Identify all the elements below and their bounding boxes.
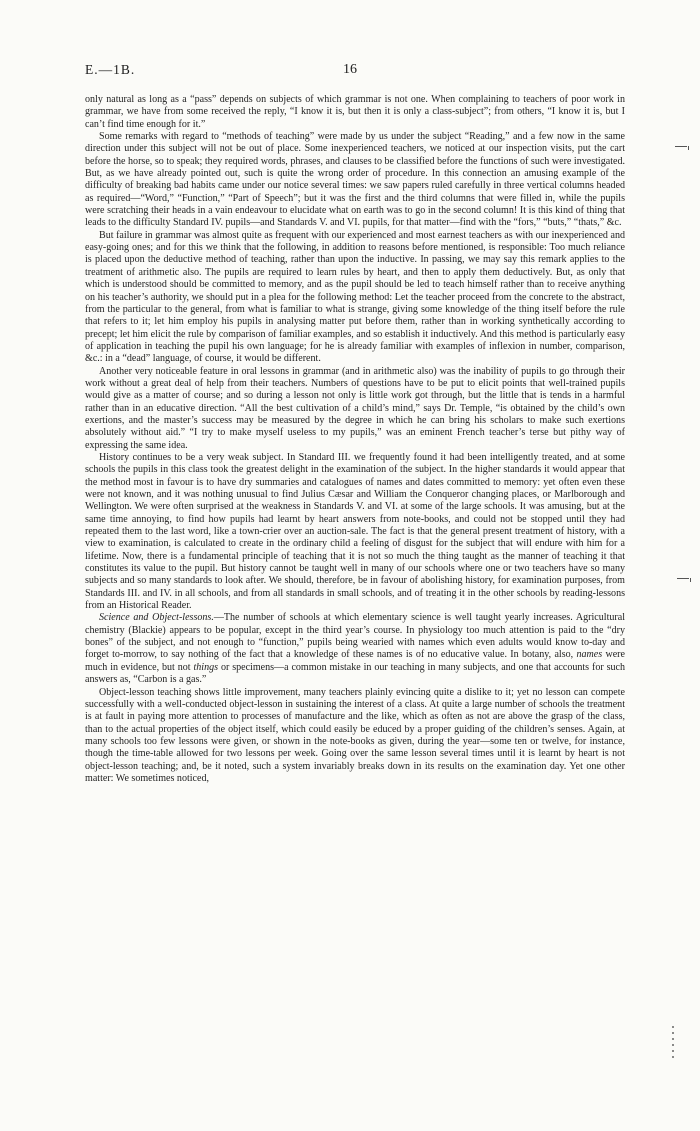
paragraph-4: Another very noticeable feature in oral lessons in grammar (and in arithmetic also) was the inability of pupils to go through their work without a great deal of help from their teachers. Numbers of questions have to be put to elicit points that well-trained pupils would give as a matter of course; and so during a lesson not only is little work got through, but the little that is tends in a harmful rather than in an educative direction. “All the best cultivation of a child’s mind,” says Dr. Temple, “is obtained by the child’s own exertions, and the master’s success may be measured by the degree in which he can bring his scholars to make such exertions absolutely without aid.” “I try to make myself useless to my pupils,” was an eminent French teacher’s terse but pithy way of expressing the same idea. (85, 365, 625, 451)
page-header (85, 62, 625, 82)
page-number: 16 (343, 62, 357, 77)
margin-dots-icon (669, 1022, 677, 1092)
body-text (85, 94, 625, 785)
paragraph-7: Object-lesson teaching shows little improvement, many teachers plainly evincing quite a dislike to it; yet no lesson can compete successfully with a well-conducted object-lesson in sustaining the interest of a class. At quite a large number of schools the treatment is at fault in paying more attention to processes of manufacture and the like, which as often as not are above the grasp of the class, than to the actual properties of the object itself, which could easily be educed by a proper guiding of the children’s senses. Again, at many schools too few lessons were given, or shown in the note-books as given, during the year—some ten or twelve, for instance, though the time-table allowed for two lessons per week. Going over the same lesson several times until it is learnt by heart is not object-lesson teaching; and, be it noted, such a system invariably breaks down in its results on the examination day. Yet one other matter: We sometimes noticed, (85, 686, 625, 784)
paragraph-1: only natural as long as a “pass” depends on subjects of which grammar is not one. When complaining to teachers of poor work in grammar, we have from some received the reply, “I know it is, but then it is only a class-subject”; from others, “I know it is, but I can’t find time enough for it.” (85, 94, 625, 130)
emphasis-names: names (576, 649, 603, 661)
emphasis-things: things (193, 661, 219, 673)
paragraph-2: Some remarks with regard to “methods of teaching” were made by us under the subject “Reading,” and a few now in the same direction under this subject will not be out of place. Some inexperienced teachers, we noticed at our inspection visits, put the cart before the horse, so to speak; they required words, phrases, and clauses to be classified before the functions of such were investigated. But, as we have already pointed out, such is quite the wrong order of procedure. In this connection an amusing example of the difficulty of breaking bad habits came under our notice several times: we saw papers ruled carefully in three vertical columns headed as required—“Word,” “Function,” “Part of Speech”; but it was the first and the third columns that were filled in, while the pupils were scratching their heads in a vain endeavour to elucidate what on earth was to go in the second column! It is this kind of thing that leads to the difficulty Standard IV. pupils—and Standards V. and VI. pupils, for that matter—find with the “fors,” “buts,” “thats,” &c. (85, 131, 625, 229)
paragraph-6 (85, 612, 625, 686)
paragraph-6-text-c: or specimens—a common mistake in our teaching in many subjects, and one that accounts for such answers as, “Carbon is a gas.” (85, 661, 625, 686)
paragraph-3: But failure in grammar was almost quite as frequent with our experienced and most earnest teachers as with our inexperienced and easy-going ones; and for this we think that the following, in addition to reasons before mentioned, is responsible: Too much reliance is placed upon the deductive method of teaching, rather than upon the inductive. In passing, we may say this remark applies to the treatment of arithmetic also. The pupils are required to learn rules by heart, and then to apply them deductively. But, as only that which is understood should be committed to memory, and as the pupil should be led to teach himself rather than to receive anything on his teacher’s authority, we should put in a plea for the following method: Let the teacher proceed from the concrete to the abstract, from the particular to the general, from what is familiar to what is strange, giving some knowledge of the thing itself before the rule that refers to it; let him employ his pupils in analysing matter put before them, rather than in working synthetically according to precept; let him elicit the rule by comparison of familiar examples, and so establish it inductively. And this method is particularly easy of application in teaching the pupil his own language; for he is already familiar with examples of inflexion in number, comparison, &c.: in a “dead” language, of course, it would be different. (85, 229, 625, 365)
paragraph-5: History continues to be a very weak subject. In Standard III. we frequently found it had been intelligently treated, and at some schools the pupils in this class took the greatest delight in the examination of the subject. In the higher standards it would appear that the method most in favour is to have dry summaries and catalogues of names and dates committed to memory: yet often even these were not known, and it was nothing unusual to find Julius Cæsar and William the Conqueror changing places, or Marlborough and Wellington. We were often surprised at the weakness in Standards V. and VI. at some of the large schools. It was amusing, but at the same time annoying, to find how pupils had learnt by heart answers from note-books, and could not be stopped until they had repeated them to the last word, like a town-crier over an auction-sale. The fact is that the general present treatment of history, with a view to examination, is calculated to create in the ordinary child a feeling of disgust for the subject that will endure with him for a lifetime. Now, there is a fundamental principle of teaching that it is not so much the thing taught as the manner of teaching it that constitutes its value to the pupil. But history cannot be taught well in many of our schools where one or two teachers have so many subjects and so many standards to look after. We should, therefore, be in favour of abolishing history, for examination purposes, from Standards III. and IV. in all schools, and from all standards in small schools, and of treating it in the other schools by reading-lessons from an Historical Reader. (85, 451, 625, 612)
paragraph-6-text-b: were much in evidence, but not (85, 649, 625, 673)
report-code: E.—1B. (85, 62, 136, 77)
paragraph-6-text-a: —The number of schools at which elementary science is well taught yearly increases. Agricultural chemistry (Blackie) appears to be popular, except in the third year’s course. In physiology too much attention is paid to the “dry bones” of the subject, and not enough to “function,” pupils being wearied with names which even adults would know to-day and forget to-morrow, to say nothing of the fact that a knowledge of these names is of no educative value. In botany, also, (85, 612, 625, 661)
margin-mark-icon (675, 146, 687, 155)
margin-mark-icon (677, 578, 689, 587)
section-heading: Science and Object-lessons. (99, 612, 214, 624)
